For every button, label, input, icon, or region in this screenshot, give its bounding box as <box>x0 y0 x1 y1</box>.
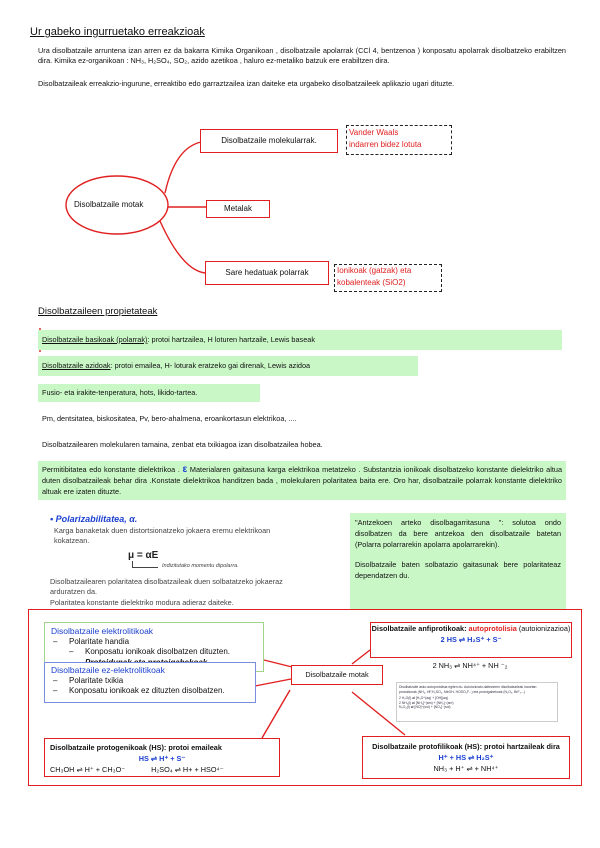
protogenic-equation-1: HS ⇌ H⁺ + S⁻ <box>138 754 186 763</box>
properties-title: Disolbatzaileen propietateak <box>38 306 158 317</box>
dielectric-label: Permitibitatea edo konstante dielektrikoa . <box>42 465 180 474</box>
dielectric-paragraph <box>38 461 566 500</box>
fusion-row: Fusio- eta irakite-tenperatura, hots, likido-tartea. <box>38 384 260 402</box>
similarity-paragraph-2: Disolbatzaile baten solbatazio gaitasunak bere polaritateaz dependatzen du. <box>355 560 561 580</box>
molecule-size-text: Disolbatzailearen molekularen tamaina, zenbat eta txikiagoa izan disolbatzailea hobea. <box>42 440 323 449</box>
acid-solvents-row <box>38 356 418 376</box>
mindmap-center-label: Disolbatzaile motak <box>74 200 144 209</box>
mindmap-metal-box: Metalak <box>206 200 270 218</box>
nonelectrolytic-item-1: – Polaritate txikia <box>51 676 249 687</box>
polarizability-line-2: Disolbatzailearen polaritatea disolbatzaileak duen solbatatzeko jokaeraz arduratzen da. <box>50 577 283 596</box>
amphiprotic-title-row <box>371 623 571 634</box>
electrolytic-title: Disolbatzaile elektrolitikoak <box>51 626 154 636</box>
induced-arrow-row <box>132 561 300 571</box>
nonelectrolytic-box <box>44 662 256 703</box>
electrolytic-item-2: – Konposatu ionikoak disolbatzen dituzten. <box>51 647 257 658</box>
polarizability-formula: μ = αE <box>128 550 159 561</box>
protogenic-title: Disolbatzaile protogenikoak (HS): protoi emaileak <box>50 743 222 752</box>
nonelectrolytic-item-2: – Konposatu ionikoak ez dituzten disolbatzen. <box>51 686 249 697</box>
intro-paragraph-1: Ura disolbatzaile arruntena izan arren ez da bakarra Kimika Organikoan , disolbatzaile apolarrak (CCl 4, bentzenoa ) konposatu apolarrak disolbatzeko erabiltzen dira. Kimika ez-organikoan : NH₃, H₂SO₄, SO₂, azido azetikoa , haluro ez-metaliko batzuk ere erabiltzen dira. <box>38 46 566 66</box>
polarizability-title: Polarizabilitatea, α. <box>55 514 138 524</box>
mindmap-molecular-note <box>346 125 452 155</box>
network-note-line-2: kobalenteak (SiO2) <box>337 278 406 287</box>
amphiprotic-box <box>370 622 572 658</box>
nonelectrolytic-title: Disolbatzaile ez-elektrolitikoak <box>51 665 165 675</box>
types-center-box: Disolbatzaile motak <box>291 665 383 685</box>
basic-solvents-row <box>38 330 562 350</box>
acid-solvents-label: Disolbatzaile azidoak <box>42 361 111 370</box>
thumbnail-eq-3: N₂O₄(l) ⇌ [NO]⁺(sol) + [NO₃]⁻(sol) <box>399 705 451 710</box>
protophilic-box <box>362 736 570 779</box>
protophilic-equation-1: H⁺ + HS ⇌ H₂S⁺ <box>438 753 494 762</box>
page-title: Ur gabeko ingurruetako erreakzioak <box>30 26 205 38</box>
protophilic-equation-2: NH₃ + H⁺ ⇌ + NH⁴⁺ <box>433 764 499 773</box>
amphiprotic-equation-2: 2 NH₃ ⇌ NH⁴⁺ + NH ⁻₂ <box>432 661 508 670</box>
mindmap-network-box: Sare hedatuak polarrak <box>205 261 329 285</box>
thumbnail-eq-2: 2 NH₃(l) ⇌ [NH₄]⁺(am) + [NH₂]⁻(am) <box>399 700 454 705</box>
line-to-molecular <box>165 142 201 193</box>
protogenic-equation-2: CH₃OH ⇌ H⁺ + CH₃O⁻ <box>50 765 126 774</box>
electrolytic-item-1: – Polaritate handia <box>51 637 257 648</box>
thumbnail-eq-1: 2 H₂O(l) ⇌ [H₃O⁺(aq) + [OH](aq) <box>399 696 449 701</box>
molecular-note-line-2: indarren bidez lotuta <box>349 140 422 149</box>
mindmap-network-note <box>334 264 442 292</box>
mindmap-molecular-box: Disolbatzaile molekularrak. <box>200 129 338 153</box>
amphiprotic-title: Disolbatzaile anfiprotikoak: <box>371 624 469 633</box>
electrolytic-list-1 <box>51 637 257 648</box>
induced-arrow-shaft <box>138 567 158 568</box>
polarizability-block <box>50 514 300 608</box>
polarizability-line-1: Karga banaketak duen distortsionatzeko jokaera eremu elektrikoan kokatzean. <box>54 526 271 545</box>
protophilic-title: Disolbatzaile protofilikoak (HS): protoi hartzaileak dira <box>372 742 560 751</box>
protogenic-equation-3: H₂SO₄ ⇌ H+ + HSO⁴⁻ <box>151 765 224 774</box>
similarity-paragraph-1: "Antzekoen arteko disolbagarritasuna ": solutoa ondo disolbatzen da bere antzekoa den disolbatzaile batetan (Polarra polarrarekin apolarra apolarrarekin). <box>355 518 561 549</box>
epsilon-symbol: ε <box>182 464 188 475</box>
autoprotolysis-label: autoprotolisia <box>468 624 517 633</box>
autoprotolysis-thumbnail <box>396 682 558 722</box>
protogenic-equations-row <box>50 764 274 775</box>
nonelectrolytic-list <box>51 676 249 697</box>
line-to-network <box>160 221 205 273</box>
polarizability-title-row <box>50 514 300 524</box>
network-note-line-1: Ionikoak (gatzak) eta <box>337 266 412 275</box>
induced-text: Indizitutako momentu dipolarra. <box>162 563 239 569</box>
similarity-box <box>350 513 566 609</box>
acid-solvents-text: : protoi emailea, H- loturak eratzeko gai direnak, Lewis azidoa <box>110 361 311 370</box>
amphiprotic-equation-1: 2 HS ⇌ H₂S⁺ + S⁻ <box>440 635 502 644</box>
protogenic-box <box>44 738 280 777</box>
molecular-note-line-1: Vander Waals <box>349 128 399 137</box>
thumbnail-bullet-text: Disolbatzaile asko autoprotolisia egiten du. Autoionizatu daitezkeen disolbatzaileak hauetan protoidunak (NH₃, HF,H₂SO₄, MeOH, HOSO₂F...) eta protoigabekoak (N₂O₄, BrF₃...) <box>399 685 537 694</box>
basic-solvents-text: : protoi hartzailea, H loturen hartzaile, Lewis baseak <box>147 335 315 344</box>
dielectric-text: Materialaren gaitasuna karga elektrikoa metatzeko . Substantzia ionikoak disolbatzeko konstante dielektriko altua duten disolbatzaileak behar dira .Konstate dielektrikoa handitzen bada , molekularen polaritatea baita ere. Oro har, disolbatzaile polarrak konstante dielektriko altuak ere izaten dituzte. <box>42 465 563 496</box>
autoionization-label: (autoionizazioa) <box>516 624 571 633</box>
basic-solvents-label: Disolbatzaile basikoak (polarrak) <box>42 335 148 344</box>
intro-paragraph-2: Disolbatzaileak erreakzio-ingurune, erreaktibo edo garraztzailea izan daiteke eta urgabeko disolbatzaileek aplikazio ugari dituzte. <box>38 79 455 88</box>
polarizability-bullet: • <box>50 514 54 524</box>
polarizability-line-3: Polaritatea konstante dielektriko modura adieraz daiteke. <box>50 598 234 607</box>
other-properties-text: Pm, dentsitatea, biskositatea, Pv, bero-ahalmena, eroankortasun elektrikoa, .... <box>42 414 297 423</box>
